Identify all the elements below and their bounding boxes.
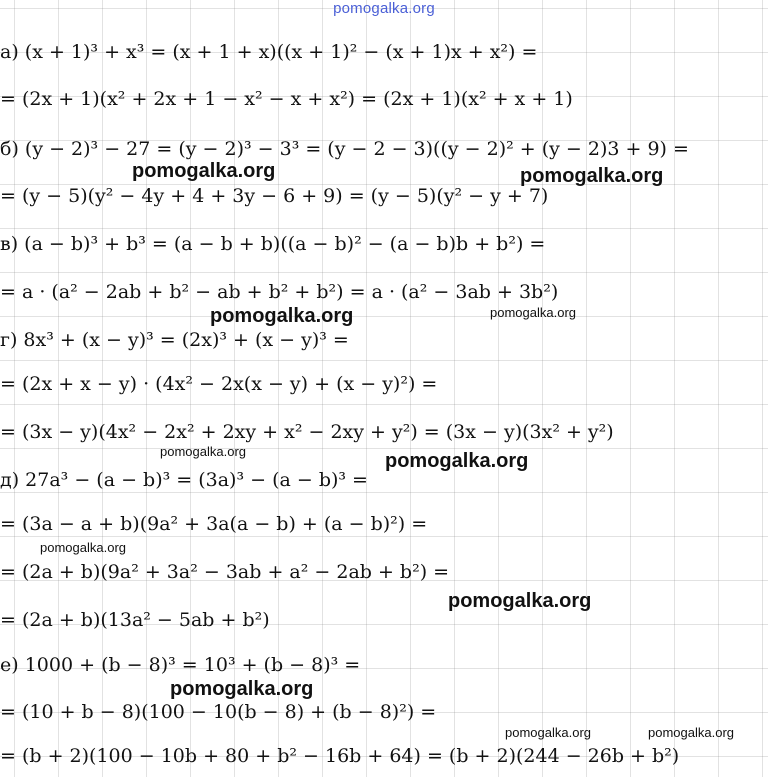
math-d-2: = (3a − a + b)(9a² + 3a(a − b) + (a − b)²) = xyxy=(0,513,428,535)
line-v-2 xyxy=(0,280,558,304)
math-e-3: = (b + 2)(100 − 10b + 80 + b² − 16b + 64) = (b + 2)(244 − 26b + b²) xyxy=(0,745,680,767)
item-label-d: д) xyxy=(0,469,20,491)
math-e-1: 1000 + (b − 8)³ = 10³ + (b − 8)³ = xyxy=(24,654,361,676)
math-g-1: 8x³ + (x − y)³ = (2x)³ + (x − y)³ = xyxy=(23,329,349,351)
line-b-1 xyxy=(0,137,689,161)
line-g-2 xyxy=(0,372,437,396)
line-e-1 xyxy=(0,653,360,677)
watermark: pomogalka.org xyxy=(520,165,664,187)
watermark xyxy=(548,757,555,758)
line-e-2 xyxy=(0,700,436,724)
site-header[interactable]: pomogalka.org xyxy=(333,0,435,17)
math-e-2: = (10 + b − 8)(100 − 10(b − 8) + (b − 8)²) = xyxy=(0,701,437,723)
watermark: pomogalka.org xyxy=(648,725,734,740)
line-g-3 xyxy=(0,420,614,444)
watermark: pomogalka.org xyxy=(210,305,354,327)
item-label-b: б) xyxy=(0,138,19,160)
item-label-a: а) xyxy=(0,41,19,63)
line-a-2 xyxy=(0,87,573,111)
line-v-1 xyxy=(0,232,545,256)
line-d-4 xyxy=(0,608,270,632)
watermark: pomogalka.org xyxy=(160,444,246,459)
watermark: pomogalka.org xyxy=(170,678,314,700)
math-b-1: (y − 2)³ − 27 = (y − 2)³ − 3³ = (y − 2 − 3)((y − 2)² + (y − 2)3 + 9) = xyxy=(24,138,689,160)
line-b-2 xyxy=(0,184,548,208)
watermark: pomogalka.org xyxy=(385,450,529,472)
item-label-g: г) xyxy=(0,329,18,351)
watermark: pomogalka.org xyxy=(40,540,126,555)
math-b-2: = (y − 5)(y² − 4y + 4 + 3y − 6 + 9) = (y − 5)(y² − y + 7) xyxy=(0,185,549,207)
math-g-2: = (2x + x − y) · (4x² − 2x(x − y) + (x − y)²) = xyxy=(0,373,438,395)
watermark: pomogalka.org xyxy=(448,590,592,612)
math-d-4: = (2a + b)(13a² − 5ab + b²) xyxy=(0,609,270,631)
math-v-1: (a − b)³ + b³ = (a − b + b)((a − b)² − (a − b)b + b²) = xyxy=(24,233,546,255)
watermark: pomogalka.org xyxy=(505,725,591,740)
item-label-v: в) xyxy=(0,233,19,255)
math-g-3: = (3x − y)(4x² − 2x² + 2xy + x² − 2xy + y²) = (3x − y)(3x² + y²) xyxy=(0,421,614,443)
watermark: pomogalka.org xyxy=(490,305,576,320)
watermark: pomogalka.org xyxy=(132,160,276,182)
item-label-e: е) xyxy=(0,654,19,676)
line-a-1 xyxy=(0,40,537,64)
line-d-2 xyxy=(0,512,427,536)
math-a-2: = (2x + 1)(x² + 2x + 1 − x² − x + x²) = (2x + 1)(x² + x + 1) xyxy=(0,88,573,110)
math-v-2: = a · (a² − 2ab + b² − ab + b² + b²) = a · (a² − 3ab + 3b²) xyxy=(0,281,559,303)
line-e-3 xyxy=(0,744,679,768)
math-a-1: (x + 1)³ + x³ = (x + 1 + x)((x + 1)² − (x + 1)x + x²) = xyxy=(24,41,538,63)
line-d-3 xyxy=(0,560,449,584)
math-d-3: = (2a + b)(9a² + 3a² − 3ab + a² − 2ab + b²) = xyxy=(0,561,450,583)
line-g-1 xyxy=(0,328,349,352)
line-d-1 xyxy=(0,468,368,492)
math-d-1: 27a³ − (a − b)³ = (3a)³ − (a − b)³ = xyxy=(25,469,368,491)
